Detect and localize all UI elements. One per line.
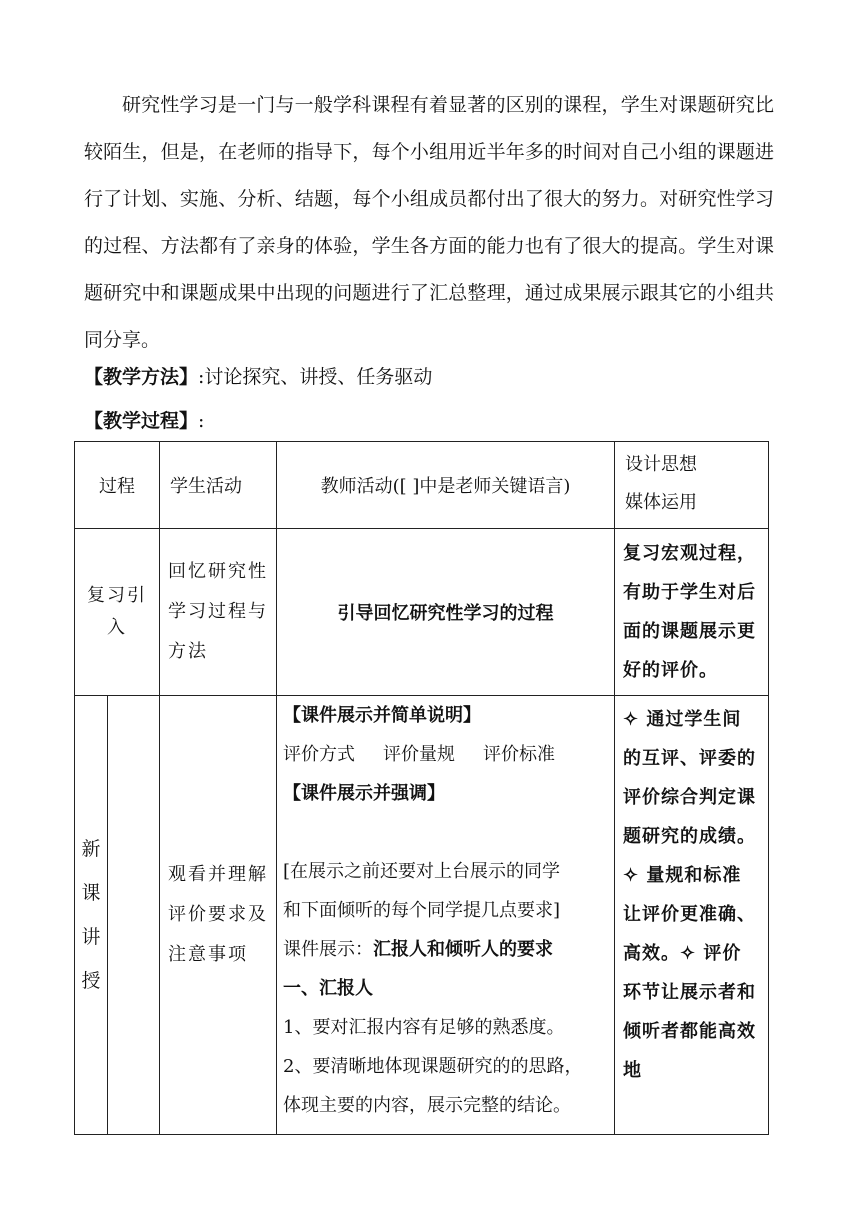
header-design-line2: 媒体运用 bbox=[625, 492, 697, 513]
phase-char: 授 bbox=[81, 970, 101, 992]
teacher-line: 一、汇报人 bbox=[283, 978, 373, 999]
process-table bbox=[74, 441, 769, 1135]
phase-new-lesson bbox=[75, 696, 108, 1135]
criteria-item: 评价标准 bbox=[483, 744, 555, 765]
phase-sub-empty bbox=[108, 696, 160, 1135]
teacher-activity-new-lesson bbox=[277, 696, 615, 1135]
teaching-process-colon: : bbox=[198, 410, 205, 432]
teacher-line: 【课件展示并简单说明】 bbox=[283, 705, 481, 726]
teaching-process-label: 【教学过程】 bbox=[84, 410, 199, 432]
header-process: 过程 bbox=[75, 442, 160, 529]
header-teacher-activity: 教师活动([ ]中是老师关键语言) bbox=[277, 442, 615, 529]
phase-char: 讲 bbox=[81, 926, 101, 948]
phase-char: 新 bbox=[81, 838, 101, 860]
header-student-activity: 学生活动 bbox=[160, 442, 277, 529]
teacher-line: [在展示之前还要对上台展示的同学 bbox=[283, 861, 561, 882]
criteria-item: 评价量规 bbox=[383, 744, 455, 765]
header-design bbox=[615, 442, 769, 529]
teaching-process-heading bbox=[84, 406, 204, 436]
criteria-item: 评价方式 bbox=[283, 744, 355, 765]
teaching-method-text: :讨论探究、讲授、任务驱动 bbox=[198, 366, 433, 388]
student-activity-review: 回忆研究性学习过程与方法 bbox=[160, 529, 277, 696]
spacer bbox=[283, 813, 608, 852]
teacher-activity-review: 引导回忆研究性学习的过程 bbox=[277, 529, 615, 696]
teacher-line-bold: 汇报人和倾听人的要求 bbox=[373, 939, 553, 960]
design-new-lesson: ✧ 通过学生间的互评、评委的评价综合判定课题研究的成绩。✧ 量规和标准让评价更准确、高效。✧ 评价环节让展示者和倾听者都能高效地 bbox=[615, 696, 769, 1135]
teacher-line: 和下面倾听的每个同学提几点要求] bbox=[283, 900, 561, 921]
table-row bbox=[75, 696, 769, 1135]
teaching-method-label: 【教学方法】 bbox=[84, 366, 199, 388]
teaching-method bbox=[84, 362, 432, 392]
table-row bbox=[75, 529, 769, 696]
teacher-line: 1、要对汇报内容有足够的熟悉度。 bbox=[283, 1017, 565, 1038]
teacher-line: 2、要清晰地体现课题研究的的思路， bbox=[283, 1056, 583, 1077]
teacher-line bbox=[283, 930, 608, 969]
evaluation-criteria bbox=[283, 735, 608, 774]
phase-review-intro: 复习引入 bbox=[75, 529, 160, 696]
teacher-line: 体现主要的内容，展示完整的结论。 bbox=[283, 1095, 571, 1116]
student-activity-new-lesson: 观看并理解评价要求及注意事项 bbox=[160, 696, 277, 1135]
teacher-line: 【课件展示并强调】 bbox=[283, 783, 445, 804]
table-header-row bbox=[75, 442, 769, 529]
header-design-line1: 设计思想 bbox=[625, 454, 697, 475]
intro-paragraph: 研究性学习是一门与一般学科课程有着显著的区别的课程，学生对课题研究比较陌生，但是，在老师的指导下，每个小组用近半年多的时间对自己小组的课题进行了计划、实施、分析、结题，每个小组成员都付出了很大的努力。对研究性学习的过程、方法都有了亲身的体验，学生各方面的能力也有了很大的提高。学生对课题研究中和课题成果中出现的问题进行了汇总整理，通过成果展示跟其它的小组共同分享。 bbox=[84, 94, 774, 351]
design-review: 复习宏观过程，有助于学生对后面的课题展示更好的评价。 bbox=[615, 529, 769, 696]
phase-char: 课 bbox=[81, 882, 101, 904]
teacher-line-prefix: 课件展示： bbox=[283, 939, 373, 960]
